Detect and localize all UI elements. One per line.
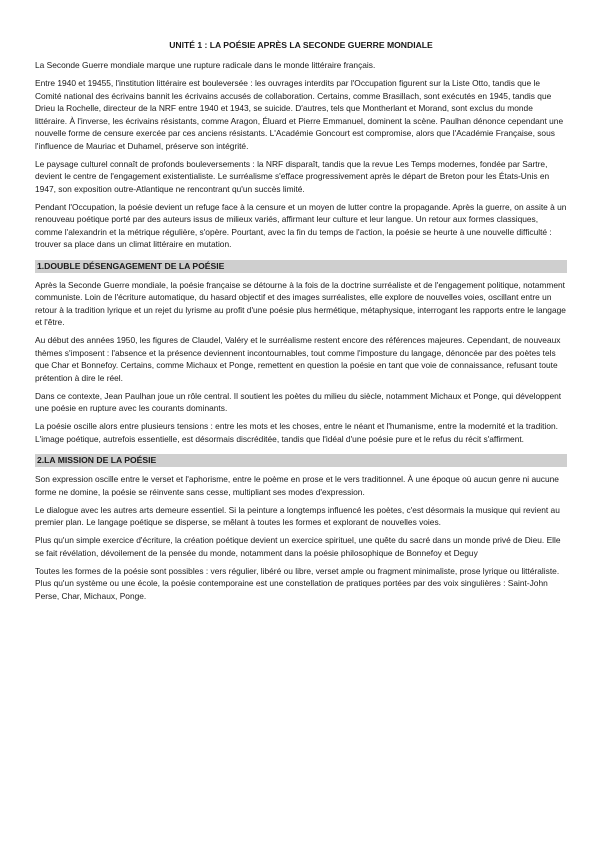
section-2-heading: 2.LA MISSION DE LA POÉSIE [35, 454, 567, 467]
section-2-paragraph: Son expression oscille entre le verset et l'aphorisme, entre le poème en prose et le vers traditionnel. À une époque où aucun genre ni aucune forme ne domine, la poésie se réinvente sans cesse, multipliant ses modes d'expression. [35, 474, 559, 497]
section-2-paragraph: Le dialogue avec les autres arts demeure essentiel. Si la peinture a longtemps influencé les poètes, c'est désormais la musique qui revient au premier plan. Le langage poétique se disperse, se mêlant à toutes les formes et explorant de nouvelles voies. [35, 504, 560, 527]
intro-paragraph: Pendant l'Occupation, la poésie devient un refuge face à la censure et un moyen de lutter contre la propagande. Après la guerre, on assite à un renouveau poétique porté par des auteurs issus de milieux variés, affirmant leur culture et leur langue. Un retour aux formes classiques, comme l'alexandrin et la métrique régulière, s'opère. Pourtant, avec la fin du temps de l'action, la poésie se heurte à une nouvelle difficulté : trouver sa place dans un climat littéraire en mutation. [35, 201, 567, 249]
section-1-paragraph: Dans ce contexte, Jean Paulhan joue un rôle central. Il soutient les poètes du milieu du siècle, notamment Michaux et Ponge, qui développent une poésie en rupture avec les courants dominants. [35, 390, 562, 413]
section-2-paragraph: Toutes les formes de la poésie sont possibles : vers régulier, libéré ou libre, verset ample ou fragment minimaliste, prose lyrique ou littéraliste. Plus qu'un système ou une école, la poésie contemporaine est une constellation de pratiques portées par des voix singulières : Saint-John Perse, Char, Michaux, Ponge. [35, 565, 560, 601]
intro-paragraph: Entre 1940 et 19455, l'institution littéraire est bouleversée : les ouvrages interdits par l'Occupation figurent sur la Liste Otto, tandis que le Comité national des écrivains bannit les écrivains accusés de collaboration. Certains, comme Brasillach, sont exécutés en 1945, tandis que Drieu la Rochelle, directeur de la NRF entre 1940 et 1943, se suicide. D'autres, tels que Montherlant et Morand, sont exclus du monde littéraire. À l'inverse, les écrivains résistants, comme Aragon, Éluard et Pierre Emmanuel, dominent la scène. Paulhan dénonce cependant une nouvelle forme de censure exercée par ces anciens résistants. L'Académie Goncourt est compromise, alors que l'Académie Française, sous l'influence de Mauriac et Duhamel, préserve son intégrité. [35, 78, 564, 151]
document-title: UNITÉ 1 : LA POÉSIE APRÈS LA SECONDE GUERRE MONDIALE [169, 40, 433, 50]
intro-section [35, 59, 567, 251]
intro-paragraph: Le paysage culturel connaît de profonds bouleversements : la NRF disparaît, tandis que la revue Les Temps modernes, fondée par Sartre, devient le centre de l'engagement existentialiste. Le surréalisme s'efface progressivement après le départ de Breton pour les États-Unis en 1947, son exposition outre-Atlantique ne rencontrant qu'un succès limité. [35, 158, 550, 194]
intro-paragraph: La Seconde Guerre mondiale marque une rupture radicale dans le monde littéraire français. [35, 60, 376, 70]
section-1 [35, 260, 567, 446]
section-1-paragraph: La poésie oscille alors entre plusieurs tensions : entre les mots et les choses, entre le néant et l'humanisme, entre la modernité et la tradition. L'image poétique, autrefois essentielle, est désormais discréditée, tandis que l'idéal d'une poésie pure et le refus du récit s'affirment. [35, 421, 558, 444]
section-1-paragraph: Après la Seconde Guerre mondiale, la poésie française se détourne à la fois de la doctrine surréaliste et de l'engagement politique, notamment communiste. Loin de l'écriture automatique, du hasard objectif et des images surréalistes, elle explore de nouvelles voies, oscillant entre un retour à la tradition lyrique et un rejet du lyrisme au profit d'une poésie plus hermétique, métaphysique, interrogant les rapports entre le langage et l'être. [35, 279, 566, 327]
section-1-paragraph: Au début des années 1950, les figures de Claudel, Valéry et le surréalisme restent encore des références majeures. Cependant, de nouveaux thèmes s'imposent : l'absence et la présence deviennent incontournables, tout comme l'imposture du langage, dénoncée par des poètes tels que Char et Bonnefoy. Certains, comme Michaux et Ponge, remettent en question la poésie en tant que voie de connaissance, refusant toute prétention à dire le réel. [35, 335, 561, 383]
section-2-paragraph: Plus qu'un simple exercice d'écriture, la création poétique devient un exercice spirituel, une quête du sacré dans un monde privé de Dieu. Elle se fait révélation, dévoilement de la pensée du monde, notamment dans la poésie philosophique de Bonnefoy et Deguy [35, 535, 561, 558]
document-page [35, 40, 567, 608]
section-2 [35, 454, 567, 602]
section-1-heading: 1.DOUBLE DÉSENGAGEMENT DE LA POÉSIE [35, 260, 567, 273]
